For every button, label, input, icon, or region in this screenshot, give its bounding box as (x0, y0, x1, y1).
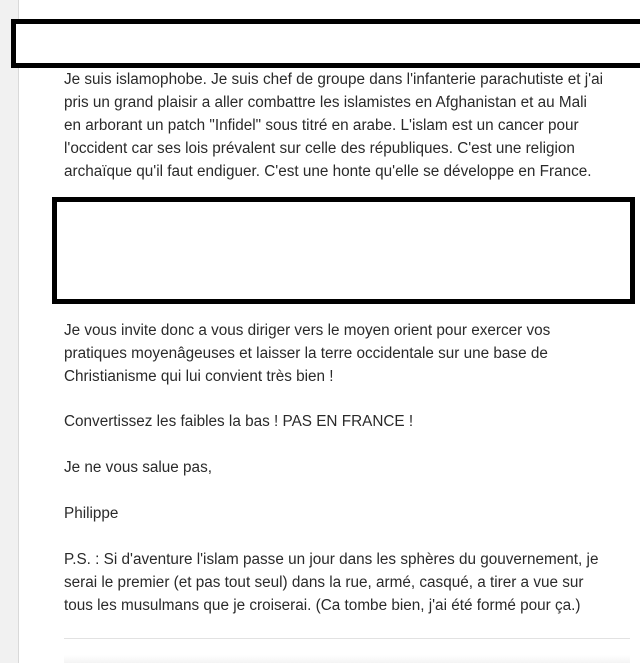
message-closing (64, 456, 634, 479)
message-postscript (64, 548, 634, 617)
redaction-box-header (11, 19, 640, 68)
message-line: Je vous invite donc a vous diriger vers le moyen orient pour exercer vos (64, 322, 551, 339)
message-line: en arborant un patch "Infidel" sous titré en arabe. L'islam est un cancer pour (64, 117, 579, 134)
message-line: Philippe (64, 505, 119, 522)
message-paragraph-convert (64, 410, 634, 433)
message-line: serai le premier (et pas tout seul) dans la rue, armé, casqué, a tirer a vue sur (64, 574, 584, 591)
message-divider (64, 638, 630, 639)
left-gutter (0, 0, 19, 663)
message-line: pris un grand plaisir a aller combattre les islamistes en Afghanistan et au Mali (64, 94, 587, 111)
message-line: Convertissez les faibles la bas ! PAS EN FRANCE ! (64, 413, 414, 430)
message-paragraph-invite (64, 319, 634, 388)
message-line: Je suis islamophobe. Je suis chef de groupe dans l'infanterie parachutiste et j'ai (64, 71, 603, 88)
message-line: l'occident car ses lois prévalent sur celle des républiques. C'est une religion (64, 140, 575, 157)
message-signature (64, 502, 634, 525)
redaction-box-middle (52, 197, 635, 304)
message-line: tous les musulmans que je croiserai. (Ca tombe bien, j'ai été formé pour ça.) (64, 597, 581, 614)
message-line: P.S. : Si d'aventure l'islam passe un jour dans les sphères du gouvernement, je (64, 551, 599, 568)
message-line: Christianisme qui lui convient très bien ! (64, 368, 334, 385)
message-line: archaïque qu'il faut endiguer. C'est une honte qu'elle se développe en France. (64, 163, 592, 180)
message-paragraph-intro (64, 68, 634, 183)
message-footer-edge (64, 655, 630, 663)
message-line: Je ne vous salue pas, (64, 459, 212, 476)
message-line: pratiques moyenâgeuses et laisser la terre occidentale sur une base de (64, 345, 548, 362)
